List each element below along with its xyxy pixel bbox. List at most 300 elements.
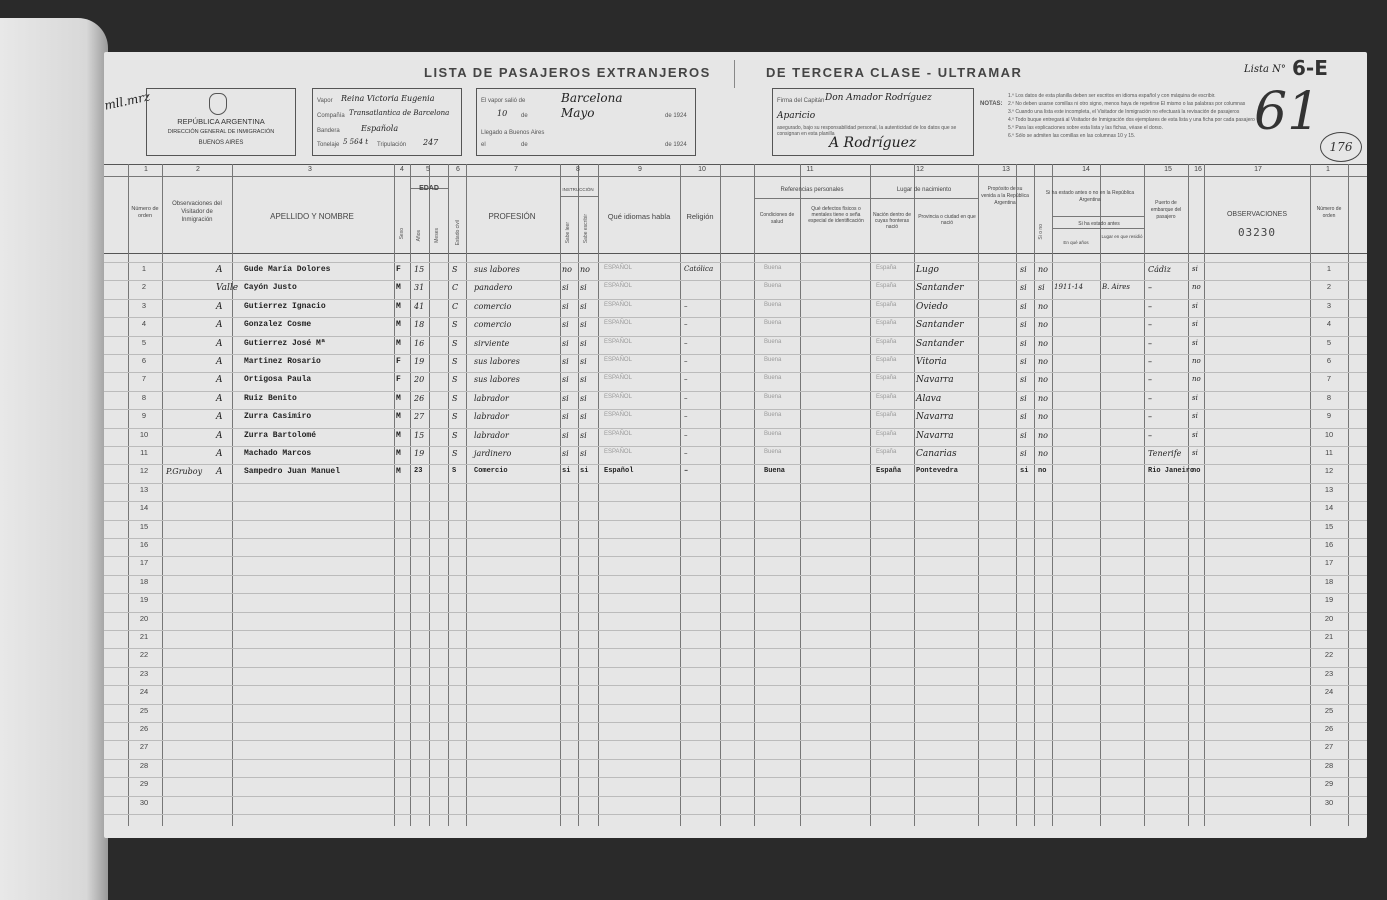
hdr-observaciones: OBSERVACIONES [1226,211,1288,218]
passenger-name: Sampedro Juan Manuel [244,467,341,477]
sabe-leer: si [562,430,569,440]
column-number: 15 [1164,166,1172,173]
hdr-proposito: Propósito de su venida a la República Argentina [981,186,1029,206]
row-number: 1 [141,264,147,273]
row-number: 10 [139,429,149,439]
lugar-residio: B. Aires [1102,283,1130,292]
row-number: 12 [1324,466,1334,476]
captain-box [772,88,974,156]
columna-16: no [1192,357,1201,365]
nacion: España [876,357,897,363]
row-rule [104,593,1367,594]
estado-antes: no [1038,393,1048,403]
condiciones-salud: Buena [764,430,782,437]
row-rule [104,814,1367,815]
visitador-mark: Valle [216,283,239,294]
hdr-lugar-nacimiento: Lugar de nacimiento [896,187,952,193]
year2-label: de 1924 [665,142,687,148]
columna-16: si [1192,338,1198,347]
row-number: 25 [139,705,149,715]
visitador-mark: A [216,320,223,331]
sabe-escribir: si [580,357,587,366]
margin-note: mll.mrz [103,89,152,113]
row-number: 22 [1324,650,1334,660]
captain-signature: A Rodríguez [829,135,917,151]
proposito: si [1020,357,1027,366]
puerto-embarque: – [1148,320,1152,330]
sexo: M [396,393,401,403]
sexo: M [396,283,401,293]
stamp-number: 03230 [1237,226,1277,239]
column-rule [466,164,467,826]
edad-anos: 18 [414,320,425,330]
puerto-embarque: Tenerife [1148,449,1182,458]
column-rule [232,164,233,826]
sabe-leer: no [562,265,572,274]
visitador-mark: A [216,375,223,386]
estado-civil: S [452,412,458,422]
departure-box [476,88,696,156]
column-number: 1 [144,166,148,173]
puerto-embarque: – [1148,430,1152,440]
observaciones-visitador: P.Gruboy [166,467,203,477]
header-rule [1052,216,1144,217]
hdr-estado-civil: Estado civil [455,220,461,246]
row-number: 11 [140,448,148,457]
row-rule [104,740,1367,741]
row-number: 30 [1324,797,1334,807]
row-number: 7 [1326,374,1332,384]
column-rule [680,164,681,826]
profesion: comercio [474,320,512,330]
column-rule [914,164,915,826]
vapor-value: Reina Victoria Eugenia [341,94,435,103]
column-rule [720,164,721,826]
row-number: 11 [1325,448,1333,457]
sabe-leer: si [562,467,571,476]
condiciones-salud: Buena [764,393,782,400]
passenger-name: Gude María Dolores [244,265,331,274]
column-rule [1144,164,1145,826]
condiciones-salud: Buena [764,412,782,419]
profesion: jardinero [474,449,512,458]
passenger-name: Zurra Casimiro [244,412,312,422]
idioma: ESPAÑOL [604,412,632,419]
estado-antes: si [1038,283,1045,293]
columna-16: si [1192,301,1198,310]
idioma: Español [604,467,634,476]
row-number: 27 [1324,742,1334,752]
row-number: 7 [141,374,147,384]
condiciones-salud: Buena [764,449,782,455]
row-number: 29 [1324,779,1334,789]
row-rule [104,299,1367,300]
row-number: 13 [139,484,149,494]
puerto-embarque: – [1148,357,1152,366]
row-rule [104,391,1367,392]
proposito: si [1020,338,1027,348]
row-rule [104,520,1367,521]
header-rule [754,198,870,199]
row-number: 17 [139,558,149,568]
column-rule [560,164,561,826]
row-number: 4 [141,319,147,329]
column-rule [1034,164,1035,826]
puerto-embarque: – [1148,283,1152,293]
row-rule [104,280,1367,281]
hdr-defectos: Qué defectos físicos o mentales tiene o seña especial de identificación [808,206,864,224]
row-number: 3 [1326,300,1332,310]
religion: – [684,412,688,421]
note-item: 4.º Todo buque entregará al Visitador de Inmigración dos ejemplares de esta lista y una ficha por cada pasajero [1008,117,1255,123]
row-number: 19 [139,595,149,605]
condiciones-salud: Buena [764,283,782,290]
nacion: España [876,301,897,308]
provincia: Canarias [916,449,957,459]
republic-line2: DIRECCIÓN GENERAL DE INMIGRACIÓN [167,129,275,135]
row-number: 27 [139,742,149,752]
sabe-leer: si [562,357,569,366]
compania-value: Transatlantica de Barcelona [349,109,450,117]
religion: – [684,375,688,384]
row-rule [104,796,1367,797]
visitador-mark: A [216,393,223,404]
row-number: 1 [1326,264,1332,273]
row-rule [104,501,1367,502]
row-number: 14 [139,503,149,513]
edad-anos: 15 [414,265,425,274]
passenger-name: Machado Marcos [244,449,312,458]
proposito: si [1020,265,1027,274]
sabe-leer: si [562,301,569,311]
sabe-escribir: si [580,467,589,476]
title-left: LISTA DE PASAJEROS EXTRANJEROS [424,65,711,80]
row-rule [104,372,1367,373]
corner-number: 176 [1320,132,1362,162]
column-number: 4 [400,166,404,173]
row-number: 13 [1324,484,1334,494]
title-right: DE TERCERA CLASE - ULTRAMAR [766,65,1023,80]
religion: – [684,393,688,402]
provincia: Navarra [916,412,954,423]
lista-label: Lista N° [1244,64,1286,75]
row-number: 28 [1324,760,1334,770]
proposito: si [1020,301,1027,311]
proposito: si [1020,393,1027,403]
sabe-leer: si [562,283,569,293]
row-number: 8 [1326,392,1332,402]
visitador-mark: A [216,301,223,312]
sabe-escribir: si [580,393,587,403]
nacion: España [876,449,897,455]
edad-anos: 20 [414,375,425,385]
idioma: ESPAÑOL [604,393,632,400]
puerto-embarque: Cádiz [1148,265,1171,274]
hdr-en-que-anos: En qué años [1063,240,1089,245]
hdr-lugar-residio: Lugar en que residió [1101,234,1143,239]
row-rule [104,667,1367,668]
sexo: M [396,301,401,311]
condiciones-salud: Buena [764,357,782,363]
column-number: 7 [514,166,518,173]
nacion: España [876,320,897,327]
de2-label: de [521,142,528,148]
hdr-observaciones-visitador: Observaciones del Visitador de Inmigración [172,201,222,223]
profesion: panadero [474,283,513,293]
columna-16: no [1192,467,1201,476]
edad-anos: 15 [414,430,425,440]
estado-civil: S [452,467,457,476]
notes-list [1008,92,1308,140]
mes-value: Mayo [561,106,595,120]
visitador-mark: A [216,449,223,459]
row-number: 6 [141,356,147,365]
estado-civil: S [452,320,458,330]
row-rule [104,575,1367,576]
note-item: 3.º Cuando una lista este incompleta, el Visitador de Inmigración no efectuará la revisación de pasajeros [1008,109,1240,115]
columna-16: si [1192,449,1198,457]
sabe-escribir: si [580,449,587,458]
column-rule [162,164,163,826]
column-rule [448,164,449,826]
header-rule [870,198,978,199]
header-rule [560,196,598,197]
provincia: Navarra [916,375,954,386]
idioma: ESPAÑOL [604,449,632,455]
passenger-name: Ortigosa Paula [244,375,312,385]
profesion: sirviente [474,338,510,348]
hdr-meses: Meses [434,228,440,243]
row-number: 16 [139,540,149,549]
note-item: 1.º Los datos de esta planilla deben ser escritos en idioma español y con máquina de escribir. [1008,93,1216,99]
row-number: 15 [139,521,149,531]
sabe-leer: si [562,393,569,403]
row-rule [104,464,1367,465]
el-label: el [481,142,486,148]
estado-antes: no [1038,338,1048,348]
estado-civil: S [452,449,458,458]
nacion: España [876,467,902,476]
row-rule [104,556,1367,557]
row-rule [104,336,1367,337]
row-rule [104,538,1367,539]
columna-16: si [1192,393,1198,402]
tonelaje-label: Tonelaje [317,142,340,148]
column-number: 2 [196,166,200,173]
edad-anos: 16 [414,338,425,348]
passenger-name: Gutierrez José Mª [244,338,326,348]
provincia: Navarra [916,430,954,441]
nacion: España [876,338,897,345]
row-rule [104,630,1367,631]
idioma: ESPAÑOL [604,357,632,363]
visitador-mark: A [216,338,223,349]
salio-value: Barcelona [561,91,623,105]
edad-anos: 31 [414,283,425,293]
idioma: ESPAÑOL [604,430,632,437]
provincia: Oviedo [916,301,948,312]
nacion: España [876,430,897,437]
row-number: 8 [141,392,147,402]
edad-anos: 19 [414,449,425,458]
column-rule [128,164,129,826]
hdr-sabe-escribir: Sabe escribir [583,214,589,244]
estado-civil: S [452,265,458,274]
column-number: 6 [456,166,460,173]
row-number: 26 [139,724,149,733]
provincia: Vitoria [916,357,947,367]
sexo: M [396,430,401,440]
columna-16: si [1192,412,1198,421]
passenger-name: Cayón Justo [244,283,297,293]
llegado-label: Llegado a Buenos Aires [481,130,545,136]
sexo: F [396,265,401,274]
row-number: 17 [1324,558,1334,568]
estado-antes: no [1038,467,1047,476]
row-number: 23 [1324,668,1334,678]
row-number: 21 [139,632,149,641]
puerto-embarque: – [1148,393,1152,403]
row-number: 5 [141,337,147,347]
profesion: labrador [474,430,509,440]
sabe-escribir: si [580,283,587,293]
visitador-mark: A [216,467,223,478]
row-rule [104,648,1367,649]
profesion: sus labores [474,357,520,366]
columna-16: si [1192,265,1198,273]
nacion: España [876,265,897,271]
sexo: M [396,449,401,458]
condiciones-salud: Buena [764,301,782,308]
sabe-leer: si [562,338,569,348]
passenger-name: Zurra Bartolomé [244,430,317,440]
passenger-name: Ruiz Benito [244,393,297,403]
hdr-numero-orden: Número de orden [131,206,159,219]
republic-line3: BUENOS AIRES [198,140,244,146]
hdr-anos: Años [416,230,422,242]
condiciones-salud: Buena [764,375,782,382]
columna-16: no [1192,375,1201,384]
column-number: 9 [638,166,642,173]
visitador-mark: A [216,357,223,367]
provincia: Pontevedra [916,467,959,476]
row-number: 24 [1324,687,1334,697]
religion: – [684,338,688,347]
edad-anos: 41 [414,301,425,311]
estado-civil: S [452,357,458,366]
ship-box [312,88,462,156]
column-rule [754,164,755,826]
proposito: si [1020,467,1029,476]
edad-anos: 19 [414,357,425,366]
columna-16: no [1192,283,1201,292]
note-item: 6.º Sólo se admiten las comillas en las columnas 10 y 15. [1008,133,1136,139]
row-number: 23 [139,668,149,678]
hdr-referencias: Referencias personales [780,187,844,193]
idioma: ESPAÑOL [604,265,632,271]
vapor-label: Vapor [317,98,333,104]
hdr-nacion: Nación dentro de cuyas fronteras nació [872,212,912,230]
row-number: 18 [139,576,149,586]
row-number: 26 [1324,724,1334,733]
religion: – [684,467,689,476]
religion: – [684,301,688,310]
row-rule [104,759,1367,760]
row-rule [104,685,1367,686]
religion: – [684,449,688,457]
profesion: sus labores [474,265,520,274]
religion: – [684,320,688,329]
sexo: M [396,467,401,477]
sexo: M [396,320,401,330]
hdr-numero-orden-right: Número de orden [1316,206,1342,219]
provincia: Santander [916,338,964,349]
sabe-escribir: si [580,301,587,311]
column-rule [429,164,430,826]
captain-note: asegurado, bajo su responsabilidad personal, la autenticidad de los datos que se consignan en esta planilla [777,125,957,137]
row-number: 22 [139,650,149,660]
column-rule [870,164,871,826]
hdr-profesion: PROFESIÓN [488,212,536,221]
nacion: España [876,393,897,400]
edad-anos: 27 [414,412,425,422]
bandera-value: Española [361,124,399,133]
big-mark: 61 [1254,82,1321,142]
row-number: 15 [1324,521,1334,531]
estado-antes: no [1038,375,1048,385]
condiciones-salud: Buena [764,467,786,476]
estado-antes: no [1038,301,1048,311]
idioma: ESPAÑOL [604,320,632,327]
sabe-leer: si [562,412,569,422]
puerto-embarque: – [1148,412,1152,422]
row-rule [104,722,1367,723]
provincia: Santander [916,320,964,331]
estado-civil: S [452,338,458,348]
column-number: 12 [916,166,924,173]
profesion: labrador [474,412,509,422]
puerto-embarque: – [1148,338,1152,348]
puerto-embarque: Rio Janeiro [1148,467,1195,476]
condiciones-salud: Buena [764,338,782,345]
dia-value: 10 [497,109,508,118]
row-number: 5 [1326,337,1332,347]
column-number: 3 [308,166,312,173]
idioma: ESPAÑOL [604,301,632,308]
provincia: Santander [916,283,964,294]
hdr-instruccion: INSTRUCCIÓN [562,187,594,192]
column-rule [1188,164,1189,826]
sabe-escribir: no [580,265,590,274]
estado-civil: S [452,430,458,440]
visitador-mark: A [216,430,223,441]
estado-civil: S [452,375,458,385]
proposito: si [1020,449,1027,458]
hdr-puerto: Puerto de embarque del pasajero [1150,200,1182,220]
row-number: 19 [1324,595,1334,605]
passenger-list-sheet [104,52,1367,838]
salio-label: El vapor salió de [481,98,526,104]
edad-anos: 23 [414,467,423,476]
estado-antes: no [1038,449,1048,458]
de-label: de [521,113,528,119]
proposito: si [1020,412,1027,422]
condiciones-salud: Buena [764,320,782,327]
hdr-si-estado-antes: Si ha estado antes [1078,221,1120,227]
lista-value: 6-E [1292,56,1328,80]
estado-antes: no [1038,265,1048,274]
row-rule [104,428,1367,429]
